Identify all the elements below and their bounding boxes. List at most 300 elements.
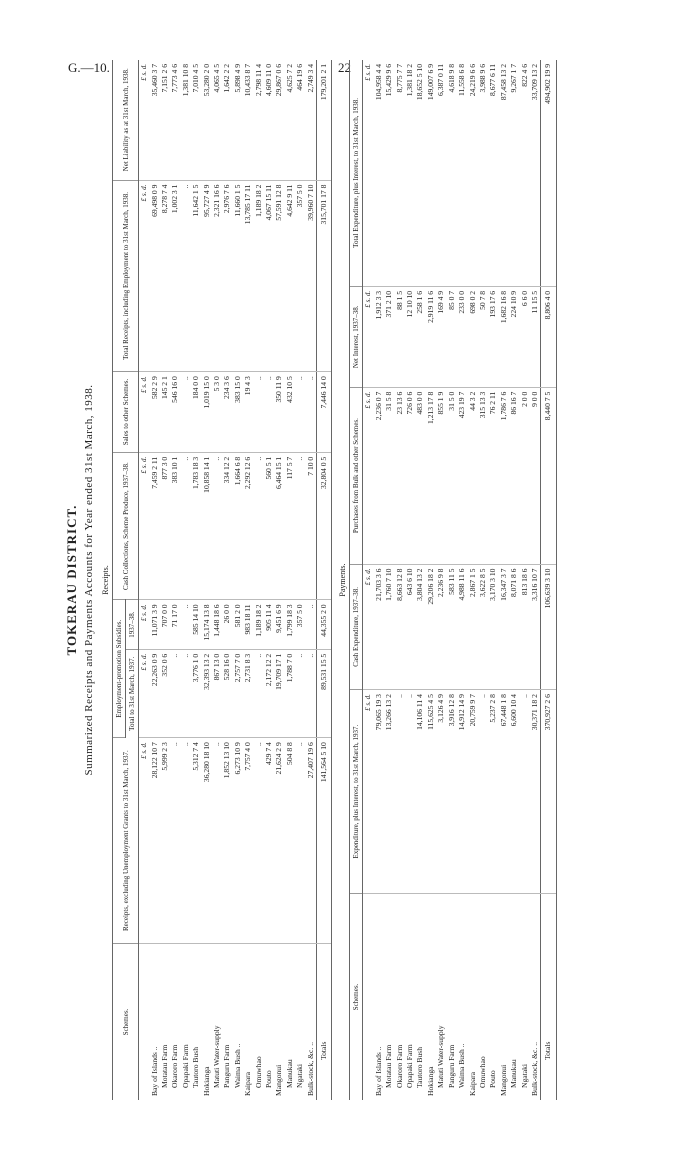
amount-cell: 2,919 11 6: [426, 286, 436, 387]
col-total-receipts: Total Receipts, including Employment to 31st March, 1938.: [113, 180, 139, 372]
scheme-name: Okaroro Farm: [394, 1044, 404, 1088]
totals-row: [541, 60, 556, 1100]
amount-cell: 21,624 2 9: [274, 738, 284, 944]
amount-cell: 2,292 12 6: [243, 452, 253, 600]
scheme-name: Pouto: [488, 1070, 498, 1088]
amount-cell: 21,703 3 6: [374, 564, 384, 690]
amount-cell: 23 13 6: [395, 387, 405, 564]
total-amount: 44,355 2 0: [317, 600, 332, 649]
amount-cell: 19,709 17 1: [274, 649, 284, 737]
scheme-name: Waima Bush ..: [232, 1043, 242, 1088]
amount-cell: 6,387 0 11: [436, 60, 446, 286]
amount-cell: 67,448 1 8: [499, 690, 509, 894]
col-schemes: Schemes.: [113, 944, 139, 1101]
amount-cell: ..: [212, 738, 222, 944]
amount-cell: 16,347 3 7: [499, 564, 509, 690]
amount-cell: ..: [395, 690, 405, 894]
amount-cell: ..: [181, 452, 191, 600]
col-subsidy-group: Employment-promotion Subsidies.: [113, 600, 126, 738]
amount-cell: 233 0 0: [457, 286, 467, 387]
table-row: [274, 60, 284, 1100]
amount-cell: 26 0 0: [222, 600, 232, 649]
amount-cell: 2,321 16 6: [212, 180, 222, 372]
amount-cell: 6,464 15 1: [274, 452, 284, 600]
amount-cell: 11,558 6 8: [457, 60, 467, 286]
amount-cell: 12 10 10: [405, 286, 415, 387]
amount-cell: 3,776 1 0: [191, 649, 201, 737]
amount-cell: 7,010 4 5: [191, 60, 201, 180]
col-total-expenditure: Total Expenditure, plus Interest, to 31st March, 1938.: [350, 60, 363, 286]
unit-cell: £ s. d.: [363, 60, 374, 286]
amount-cell: 2,798 11 4: [254, 60, 264, 180]
amount-cell: 44 3 2: [468, 387, 478, 564]
table-row: [160, 60, 170, 1100]
amount-cell: 3,126 4 9: [436, 690, 446, 894]
amount-cell: 1,786 7 6: [499, 387, 509, 564]
scheme-name: Mangonui: [498, 1064, 508, 1096]
scheme-name: Panguru Farm: [222, 1044, 232, 1088]
amount-cell: 423 19 7: [457, 387, 467, 564]
amount-cell: 504 8 8: [285, 738, 295, 944]
unit-cell: £ s. d.: [139, 60, 150, 180]
amount-cell: 95,727 4 9: [202, 180, 212, 372]
scheme-name: Matuti Water-supply: [436, 1025, 446, 1088]
total-amount: 8,440 7 5: [541, 387, 556, 564]
amount-cell: 813 18 6: [520, 564, 530, 690]
amount-cell: 5,312 7 4: [191, 738, 201, 944]
amount-cell: 10,858 14 1: [202, 452, 212, 600]
amount-cell: ..: [520, 690, 530, 894]
table-row: [499, 60, 509, 1100]
amount-cell: ..: [254, 649, 264, 737]
scheme-name: Opapaki Farm: [405, 1044, 415, 1088]
amount-cell: 357 5 0: [295, 600, 305, 649]
amount-cell: 4,609 11 0: [264, 60, 274, 180]
unit-cell: £ s. d.: [139, 738, 150, 944]
amount-cell: 15,174 13 8: [202, 600, 212, 649]
unit-cell: £ s. d.: [363, 564, 374, 690]
amount-cell: 33,709 13 2: [530, 60, 541, 286]
amount-cell: 8,071 8 6: [509, 564, 519, 690]
amount-cell: 1,799 18 3: [285, 600, 295, 649]
scheme-name: Mangonui: [274, 1064, 284, 1096]
amount-cell: 983 18 11: [243, 600, 253, 649]
unit-cell: £ s. d.: [139, 372, 150, 453]
amount-cell: 1,381 10 8: [181, 60, 191, 180]
amount-cell: 53,280 2 0: [202, 60, 212, 180]
amount-cell: 3,916 12 8: [447, 690, 457, 894]
amount-cell: 707 0 0: [160, 600, 170, 649]
amount-cell: 7,459 2 11: [150, 452, 160, 600]
table-row: [509, 60, 519, 1100]
amount-cell: ..: [295, 372, 305, 453]
table-row: [222, 60, 232, 1100]
amount-cell: ..: [181, 600, 191, 649]
scheme-name: Pouto: [263, 1070, 273, 1088]
unit-cell: £ s. d.: [363, 286, 374, 387]
amount-cell: 2 0 0: [520, 387, 530, 564]
col-pay-schemes: Schemes.: [350, 894, 363, 1101]
amount-cell: 145 2 1: [160, 372, 170, 453]
district-title: TOKERAU DISTRICT.: [64, 504, 79, 656]
scheme-name: Ngataki: [295, 1063, 305, 1088]
amount-cell: ..: [254, 372, 264, 453]
amount-cell: 8,775 7 7: [395, 60, 405, 286]
amount-cell: 1,760 7 10: [384, 564, 394, 690]
scheme-name: Hokianga: [425, 1066, 435, 1096]
amount-cell: ..: [170, 649, 180, 737]
amount-cell: 7,757 4 0: [243, 738, 253, 944]
scheme-name: Bulk-stock, &c. ..: [529, 1042, 539, 1096]
amount-cell: 3,622 8 5: [478, 564, 488, 690]
table-row: [150, 60, 160, 1100]
amount-cell: 1,788 7 0: [285, 649, 295, 737]
amount-cell: 4,625 7 2: [285, 60, 295, 180]
amount-cell: 3,170 3 10: [488, 564, 498, 690]
col-subsidy-total: Total to 31st March, 1937.: [126, 649, 139, 737]
amount-cell: 24,219 6 6: [468, 60, 478, 286]
col-net-liability: Net Liability as at 31st March, 1938.: [113, 60, 139, 180]
col-expenditure: Expenditure, plus Interest, to 31st March, 1937.: [350, 690, 363, 894]
amount-cell: 193 17 6: [488, 286, 498, 387]
unit-cell: £ s. d.: [363, 690, 374, 894]
scheme-name: Kaipara: [243, 1071, 253, 1096]
amount-cell: 1,783 18 3: [191, 452, 201, 600]
amount-cell: 85 0 7: [447, 286, 457, 387]
table-row: [181, 60, 191, 1100]
amount-cell: ..: [254, 452, 264, 600]
scheme-name: Kaipara: [467, 1071, 477, 1096]
amount-cell: 2,236 9 8: [436, 564, 446, 690]
amount-cell: 149,007 6 9: [426, 60, 436, 286]
amount-cell: 2,172 12 2: [264, 649, 274, 737]
amount-cell: 4,067 15 11: [264, 180, 274, 372]
scheme-name: Motatau Farm: [159, 1044, 169, 1088]
amount-cell: 9,451 6 9: [274, 600, 284, 649]
amount-cell: 15,429 9 6: [384, 60, 394, 286]
table-row: [212, 60, 222, 1100]
amount-cell: 8,278 7 4: [160, 180, 170, 372]
scheme-name: Ngataki: [519, 1063, 529, 1088]
unit-cell: £ s. d.: [139, 600, 150, 649]
amount-cell: 79,065 19 3: [374, 690, 384, 894]
amount-cell: 867 13 0: [212, 649, 222, 737]
amount-cell: ..: [264, 372, 274, 453]
total-amount: 370,927 2 6: [541, 690, 556, 894]
amount-cell: 643 6 10: [405, 564, 415, 690]
amount-cell: ..: [181, 649, 191, 737]
amount-cell: ..: [295, 452, 305, 600]
amount-cell: 7,151 2 6: [160, 60, 170, 180]
unit-row: [139, 60, 150, 1100]
table-row: [295, 60, 305, 1100]
total-amount: 32,804 0 5: [317, 452, 332, 600]
amount-cell: 583 11 5: [447, 564, 457, 690]
amount-cell: 27,407 19 6: [306, 738, 317, 944]
amount-cell: 1,642 2 2: [222, 60, 232, 180]
amount-cell: 1,213 17 8: [426, 387, 436, 564]
amount-cell: 13,266 13 2: [384, 690, 394, 894]
amount-cell: 184 0 0: [191, 372, 201, 453]
totals-label: Totals: [541, 894, 556, 1101]
amount-cell: 383 10 1: [170, 452, 180, 600]
amount-cell: 5 3 0: [212, 372, 222, 453]
table-row: [426, 60, 436, 1100]
receipts-table: [112, 60, 332, 1100]
amount-cell: 357 5 0: [295, 180, 305, 372]
amount-cell: 371 2 10: [384, 286, 394, 387]
amount-cell: 4,065 4 5: [212, 60, 222, 180]
amount-cell: 6,600 10 4: [509, 690, 519, 894]
amount-cell: 76 2 11: [488, 387, 498, 564]
unit-cell: £ s. d.: [363, 387, 374, 564]
amount-cell: 1,912 3 3: [374, 286, 384, 387]
amount-cell: 69,498 0 9: [150, 180, 160, 372]
amount-cell: 585 14 10: [191, 600, 201, 649]
scheme-name: Manukau: [509, 1059, 519, 1088]
amount-cell: 32,393 13 2: [202, 649, 212, 737]
totals-row: [317, 60, 332, 1100]
table-row: [488, 60, 498, 1100]
scheme-name: Manukau: [284, 1059, 294, 1088]
table-row: [478, 60, 488, 1100]
total-amount: 106,639 3 10: [541, 564, 556, 690]
scheme-name: Panguru Farm: [446, 1044, 456, 1088]
table-row: [202, 60, 212, 1100]
amount-cell: 726 0 6: [405, 387, 415, 564]
amount-cell: 29,867 0 6: [274, 60, 284, 180]
amount-cell: ..: [306, 649, 317, 737]
table-row: [384, 60, 394, 1100]
amount-cell: 36,280 18 10: [202, 738, 212, 944]
table-row: [520, 60, 530, 1100]
amount-cell: 5,237 2 8: [488, 690, 498, 894]
amount-cell: 234 3 6: [222, 372, 232, 453]
table-row: [191, 60, 201, 1100]
amount-cell: 1,682 16 8: [499, 286, 509, 387]
amount-cell: 13,785 17 11: [243, 180, 253, 372]
amount-cell: 2,867 1 5: [468, 564, 478, 690]
amount-cell: 20,759 9 7: [468, 690, 478, 894]
amount-cell: 432 10 5: [285, 372, 295, 453]
total-amount: 8,806 4 0: [541, 286, 556, 387]
amount-cell: 117 5 7: [285, 452, 295, 600]
scheme-name: Hokianga: [201, 1066, 211, 1096]
amount-cell: 352 0 6: [160, 649, 170, 737]
page-number: 22: [338, 60, 351, 75]
scheme-name: Bay of Islands ..: [149, 1046, 159, 1096]
amount-cell: 1,664 6 8: [233, 452, 243, 600]
table-row: [457, 60, 467, 1100]
amount-cell: 29,206 18 2: [426, 564, 436, 690]
amount-cell: 22,263 0 9: [150, 649, 160, 737]
table-row: [530, 60, 541, 1100]
amount-cell: 334 12 2: [222, 452, 232, 600]
table-row: [285, 60, 295, 1100]
amount-cell: 546 16 0: [170, 372, 180, 453]
table-row: [170, 60, 180, 1100]
amount-cell: ..: [295, 738, 305, 944]
amount-cell: 1,189 18 2: [254, 600, 264, 649]
scheme-name: Opapaki Farm: [180, 1044, 190, 1088]
amount-cell: 39,960 7 10: [306, 180, 317, 372]
total-amount: 89,531 15 5: [317, 649, 332, 737]
amount-cell: 6 6 0: [520, 286, 530, 387]
amount-cell: 11,660 1 5: [233, 180, 243, 372]
amount-cell: 8,663 12 8: [395, 564, 405, 690]
amount-cell: 19 4 3: [243, 372, 253, 453]
scheme-name: Okaroro Farm: [170, 1044, 180, 1088]
table-row: [415, 60, 425, 1100]
table-row: [374, 60, 384, 1100]
amount-cell: 31 5 0: [447, 387, 457, 564]
amount-cell: 698 0 2: [468, 286, 478, 387]
amount-cell: ..: [306, 600, 317, 649]
amount-cell: 315 13 3: [478, 387, 488, 564]
amount-cell: 1,189 18 2: [254, 180, 264, 372]
payments-table: [349, 60, 556, 1100]
unit-cell: £ s. d.: [139, 452, 150, 600]
table-row: [395, 60, 405, 1100]
scheme-name: Omuwhao: [253, 1056, 263, 1088]
table-row: [436, 60, 446, 1100]
amount-cell: 4,618 9 8: [447, 60, 457, 286]
amount-cell: 7,773 4 6: [170, 60, 180, 180]
amount-cell: ..: [405, 690, 415, 894]
amount-cell: 429 7 4: [264, 738, 274, 944]
amount-cell: 581 2 0: [233, 600, 243, 649]
table-row: [243, 60, 253, 1100]
scheme-name: Waima Bush ..: [457, 1043, 467, 1088]
amount-cell: 483 0 0: [415, 387, 425, 564]
amount-cell: 71 17 0: [170, 600, 180, 649]
scheme-name: Omuwhao: [477, 1056, 487, 1088]
amount-cell: 50 7 8: [478, 286, 488, 387]
rotated-page-content: [60, 60, 700, 1100]
page-code: G.—10.: [68, 60, 110, 75]
amount-cell: 4,988 11 6: [457, 564, 467, 690]
amount-cell: 8,677 6 11: [488, 60, 498, 286]
unit-cell: £ s. d.: [139, 649, 150, 737]
unit-cell: £ s. d.: [139, 180, 150, 372]
amount-cell: 11,071 3 9: [150, 600, 160, 649]
amount-cell: 1,002 3 1: [170, 180, 180, 372]
amount-cell: 169 4 9: [436, 286, 446, 387]
table-row: [254, 60, 264, 1100]
col-cash-expenditure: Cash Expenditure, 1937–38.: [350, 564, 363, 690]
amount-cell: 35,460 3 7: [150, 60, 160, 180]
amount-cell: 822 4 6: [520, 60, 530, 286]
amount-cell: 1,381 18 2: [405, 60, 415, 286]
amount-cell: 3,804 13 2: [415, 564, 425, 690]
amount-cell: 2,757 7 0: [233, 649, 243, 737]
amount-cell: 10,433 8 7: [243, 60, 253, 180]
amount-cell: 3,988 9 6: [478, 60, 488, 286]
table-row: [447, 60, 457, 1100]
amount-cell: ..: [212, 452, 222, 600]
amount-cell: 1,448 18 6: [212, 600, 222, 649]
amount-cell: 855 1 9: [436, 387, 446, 564]
amount-cell: 104,958 4 4: [374, 60, 384, 286]
totals-label: Totals: [317, 944, 332, 1101]
amount-cell: 7 10 0: [306, 452, 317, 600]
col-sales: Sales to other Schemes.: [113, 372, 139, 453]
amount-cell: 86 16 7: [509, 387, 519, 564]
amount-cell: ..: [306, 372, 317, 453]
amount-cell: 31 5 8: [384, 387, 394, 564]
amount-cell: 115,625 4 5: [426, 690, 436, 894]
receipts-section-title: Receipts.: [101, 565, 110, 595]
amount-cell: 905 11 4: [264, 600, 274, 649]
amount-cell: ..: [254, 738, 264, 944]
table-row: [468, 60, 478, 1100]
total-amount: 7,446 14 0: [317, 372, 332, 453]
col-purchases: Purchases from Bulk and other Schemes.: [350, 387, 363, 564]
amount-cell: 582 2 9: [150, 372, 160, 453]
amount-cell: 2,731 8 3: [243, 649, 253, 737]
col-receipts-excl: Receipts, excluding Unemployment Grants to 31st March, 1937.: [113, 738, 139, 944]
amount-cell: 224 10 9: [509, 286, 519, 387]
scheme-name: Tautoro Bush: [191, 1046, 201, 1088]
amount-cell: 2,236 0 7: [374, 387, 384, 564]
col-net-interest: Net Interest, 1937–38.: [350, 286, 363, 387]
amount-cell: 11 15 5: [530, 286, 541, 387]
amount-cell: 14,106 11 4: [415, 690, 425, 894]
scheme-name: Matuti Water-supply: [211, 1025, 221, 1088]
amount-cell: ..: [181, 180, 191, 372]
amount-cell: 258 1 6: [415, 286, 425, 387]
amount-cell: 2,976 7 6: [222, 180, 232, 372]
scheme-name: Bay of Islands ..: [373, 1046, 383, 1096]
unit-cell: [139, 944, 150, 1101]
amount-cell: 1,019 15 0: [202, 372, 212, 453]
amount-cell: 5,898 4 9: [233, 60, 243, 180]
amount-cell: 88 1 5: [395, 286, 405, 387]
amount-cell: 28,122 10 7: [150, 738, 160, 944]
amount-cell: 2,749 3 4: [306, 60, 317, 180]
accounts-subtitle: Summarized Receipts and Payments Accounts for Year ended 31st March, 1938.: [83, 384, 95, 776]
amount-cell: 11,642 1 5: [191, 180, 201, 372]
total-amount: 179,201 2 1: [317, 60, 332, 180]
amount-cell: 4,642 9 11: [285, 180, 295, 372]
amount-cell: ..: [181, 372, 191, 453]
amount-cell: ..: [295, 649, 305, 737]
amount-cell: 560 5 1: [264, 452, 274, 600]
amount-cell: 528 16 0: [222, 649, 232, 737]
amount-cell: 9 0 0: [530, 387, 541, 564]
unit-cell: [363, 894, 374, 1101]
amount-cell: 383 15 0: [233, 372, 243, 453]
amount-cell: 87,458 13 2: [499, 60, 509, 286]
amount-cell: 350 11 9: [274, 372, 284, 453]
col-subsidy-year: 1937–38.: [126, 600, 139, 649]
amount-cell: 30,371 18 2: [530, 690, 541, 894]
scheme-name: Motatau Farm: [384, 1044, 394, 1088]
amount-cell: 57,591 12 8: [274, 180, 284, 372]
amount-cell: ..: [478, 690, 488, 894]
table-row: [306, 60, 317, 1100]
table-row: [264, 60, 274, 1100]
total-amount: 315,701 17 8: [317, 180, 332, 372]
amount-cell: 9,267 1 7: [509, 60, 519, 286]
amount-cell: 3,316 10 7: [530, 564, 541, 690]
amount-cell: 18,652 5 10: [415, 60, 425, 286]
scheme-name: Tautoro Bush: [415, 1046, 425, 1088]
payments-section-title: Payments.: [338, 563, 348, 597]
unit-row: [363, 60, 374, 1100]
amount-cell: 877 3 0: [160, 452, 170, 600]
table-row: [405, 60, 415, 1100]
